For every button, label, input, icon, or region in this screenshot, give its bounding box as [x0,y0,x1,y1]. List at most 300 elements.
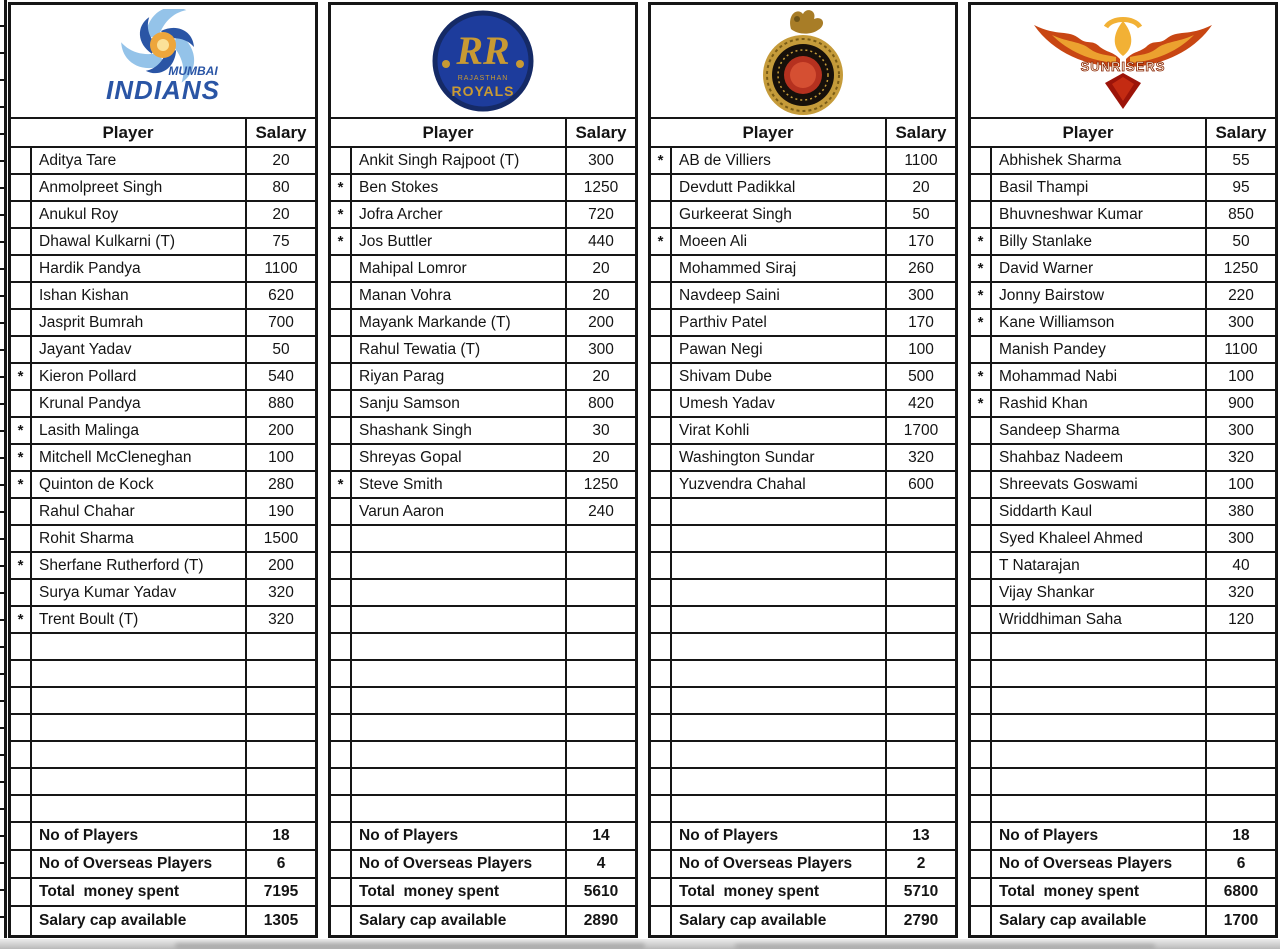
overseas-marker-cell [11,391,32,416]
empty-row [331,580,635,607]
overseas-marker-cell [11,202,32,227]
summary-label-cell: Salary cap available [352,907,567,935]
player-name-cell: Basil Thampi [992,175,1207,200]
overseas-marker-cell [11,499,32,524]
empty-row [971,715,1275,742]
player-salary-cell [567,580,635,605]
player-row [11,472,315,499]
empty-row [331,715,635,742]
player-salary-cell [887,796,955,821]
mi-logo-text-main: INDIANS [106,75,220,105]
overseas-marker-cell [971,202,992,227]
overseas-marker-cell: * [11,472,32,497]
player-name-cell: Riyan Parag [352,364,567,389]
overseas-marker-cell [651,715,672,740]
summary-label-cell: Total money spent [992,879,1207,905]
player-row [11,229,315,256]
overseas-marker-cell: * [11,418,32,443]
player-name-cell [992,715,1207,740]
player-name-cell: Hardik Pandya [32,256,247,281]
team-tables-container [8,2,1278,938]
player-row [11,148,315,175]
overseas-marker-cell [971,148,992,173]
overseas-marker-cell [651,418,672,443]
overseas-marker-cell [971,175,992,200]
player-salary-cell [247,769,315,794]
empty-row [11,634,315,661]
empty-row [971,769,1275,796]
table-header-row [971,119,1275,148]
summary-label-cell: No of Overseas Players [352,851,567,877]
player-name-cell [352,742,567,767]
summary-value-cell: 5610 [583,883,619,900]
overseas-marker-cell [11,310,32,335]
player-row [971,418,1275,445]
player-salary-cell: 1100 [264,259,298,277]
player-salary-cell: 320 [268,583,294,601]
summary-marker-cell [651,823,672,849]
rcb-crest-lion [790,10,823,34]
player-name-cell: Shreyas Gopal [352,445,567,470]
player-salary-cell [247,742,315,767]
cropped-bottom-artifact [735,944,1155,948]
player-name-cell: Jasprit Bumrah [32,310,247,335]
player-row [11,499,315,526]
summary-label-cell: Salary cap available [32,907,247,935]
player-row [11,202,315,229]
overseas-marker-cell [11,769,32,794]
player-row [11,418,315,445]
player-name-cell: Lasith Malinga [32,418,247,443]
player-row [11,391,315,418]
player-salary-cell: 120 [1228,610,1254,628]
player-salary-cell: 1250 [583,475,619,493]
player-salary-cell [1207,769,1275,794]
player-name-cell: Mohammed Siraj [672,256,887,281]
overseas-marker-cell [971,580,992,605]
summary-marker-cell [331,907,352,935]
empty-row [331,634,635,661]
player-row [331,445,635,472]
player-rows [971,148,1275,823]
logo-cell [331,5,635,119]
player-salary-cell [1207,715,1275,740]
overseas-marker-cell [651,526,672,551]
overseas-marker-cell [971,445,992,470]
player-name-cell: Jayant Yadav [32,337,247,362]
player-salary-cell [1207,634,1275,659]
player-name-cell: Ishan Kishan [32,283,247,308]
table-header-row [651,119,955,148]
player-salary-cell: 100 [908,340,934,358]
player-salary-cell: 170 [908,313,934,331]
summary-marker-cell [11,879,32,905]
empty-row [651,796,955,823]
player-row [971,337,1275,364]
summary-label-cell: No of Overseas Players [672,851,887,877]
player-row [971,310,1275,337]
player-salary-cell: 50 [1232,232,1250,250]
overseas-marker-cell [331,553,352,578]
overseas-marker-cell [651,175,672,200]
overseas-marker-cell [11,688,32,713]
player-row [651,283,955,310]
player-name-cell: Jofra Archer [352,202,567,227]
summary-label-cell: No of Overseas Players [992,851,1207,877]
player-salary-cell [887,607,955,632]
summary-value-cell: 5710 [903,883,939,900]
player-name-cell: Moeen Ali [672,229,887,254]
player-name-cell [352,688,567,713]
player-name-cell: Varun Aaron [352,499,567,524]
overseas-marker-cell: * [971,283,992,308]
player-row [651,391,955,418]
player-salary-cell [887,769,955,794]
player-name-cell: Sanju Samson [352,391,567,416]
player-salary-cell: 320 [1228,448,1254,466]
player-salary-cell: 1250 [583,178,619,196]
overseas-marker-cell: * [11,445,32,470]
player-name-cell: Ankit Singh Rajpoot (T) [352,148,567,173]
empty-row [11,796,315,823]
summary-row [971,879,1275,907]
player-salary-cell: 300 [588,151,614,169]
overseas-marker-cell [651,742,672,767]
player-row [11,256,315,283]
player-salary-cell [567,553,635,578]
summary-row [11,907,315,935]
player-name-cell [352,715,567,740]
player-name-cell: Jos Buttler [352,229,567,254]
player-name-cell: Bhuvneshwar Kumar [992,202,1207,227]
summary-label-cell: No of Overseas Players [32,851,247,877]
player-salary-cell [567,688,635,713]
empty-row [651,769,955,796]
player-salary-cell: 300 [1228,529,1254,547]
player-salary-cell: 380 [1228,502,1254,520]
summary-marker-cell [11,851,32,877]
summary-value-cell: 18 [272,827,290,844]
player-name-cell: Shivam Dube [672,364,887,389]
summary-value-cell: 2890 [583,912,619,929]
overseas-marker-cell [651,769,672,794]
player-name-cell: Sandeep Sharma [992,418,1207,443]
empty-row [651,742,955,769]
summary-label-cell: No of Players [672,823,887,849]
player-salary-cell: 100 [1228,367,1254,385]
player-salary-cell: 200 [268,421,294,439]
cropped-left-table-edge [0,0,7,938]
player-salary-cell [887,634,955,659]
player-name-cell: Abhishek Sharma [992,148,1207,173]
player-salary-cell: 300 [908,286,934,304]
overseas-marker-cell [971,742,992,767]
player-row [651,175,955,202]
overseas-marker-cell [651,391,672,416]
player-column-header: Player [331,119,567,146]
player-row [651,202,955,229]
player-name-cell: Syed Khaleel Ahmed [992,526,1207,551]
empty-row [11,661,315,688]
player-name-cell [352,553,567,578]
player-salary-cell: 220 [1228,286,1254,304]
player-row [971,580,1275,607]
player-salary-cell [247,796,315,821]
player-name-cell: Shahbaz Nadeem [992,445,1207,470]
player-row [651,148,955,175]
summary-label-cell: Total money spent [672,879,887,905]
player-name-cell [352,796,567,821]
player-name-cell [672,499,887,524]
player-name-cell [992,661,1207,686]
overseas-marker-cell [331,418,352,443]
overseas-marker-cell [651,580,672,605]
overseas-marker-cell: * [331,472,352,497]
overseas-marker-cell [11,283,32,308]
player-row [651,229,955,256]
overseas-marker-cell [331,283,352,308]
player-name-cell: Shashank Singh [352,418,567,443]
rr-monogram: RR [456,28,510,73]
player-name-cell: Dhawal Kulkarni (T) [32,229,247,254]
player-salary-cell: 20 [272,205,290,223]
player-name-cell: Anmolpreet Singh [32,175,247,200]
player-salary-cell [1207,742,1275,767]
player-name-cell: Rohit Sharma [32,526,247,551]
overseas-marker-cell [11,256,32,281]
player-name-cell [352,634,567,659]
player-name-cell: Vijay Shankar [992,580,1207,605]
overseas-marker-cell [971,661,992,686]
summary-label-cell: No of Players [992,823,1207,849]
summary-marker-cell [651,879,672,905]
player-row [971,607,1275,634]
overseas-marker-cell [331,391,352,416]
player-salary-cell: 200 [268,556,294,574]
player-salary-cell: 100 [268,448,294,466]
overseas-marker-cell [11,148,32,173]
player-salary-cell: 50 [272,340,290,358]
overseas-marker-cell [11,229,32,254]
overseas-marker-cell: * [331,202,352,227]
summary-rows [331,823,635,935]
overseas-marker-cell [331,364,352,389]
logo-cell [651,5,955,119]
player-name-cell: Mitchell McCleneghan [32,445,247,470]
player-name-cell: Sherfane Rutherford (T) [32,553,247,578]
player-salary-cell [567,607,635,632]
player-salary-cell [567,715,635,740]
team-table-rajasthan-royals [328,2,638,938]
player-row [331,310,635,337]
overseas-marker-cell [651,796,672,821]
player-salary-cell: 280 [268,475,294,493]
mi-sun-highlight [157,39,169,51]
player-name-cell [672,580,887,605]
player-salary-cell [887,553,955,578]
player-row [971,175,1275,202]
player-name-cell [32,634,247,659]
overseas-marker-cell [651,472,672,497]
overseas-marker-cell [331,148,352,173]
summary-value-cell: 7195 [263,883,299,900]
player-rows [331,148,635,823]
player-name-cell [352,607,567,632]
player-name-cell [992,634,1207,659]
summary-marker-cell [971,907,992,935]
player-row [11,580,315,607]
player-name-cell: Mahipal Lomror [352,256,567,281]
player-row [971,445,1275,472]
player-name-cell: Trent Boult (T) [32,607,247,632]
team-table-mumbai-indians [8,2,318,938]
empty-row [651,661,955,688]
player-row [11,310,315,337]
player-salary-cell [887,580,955,605]
overseas-marker-cell [331,796,352,821]
summary-rows [651,823,955,935]
player-name-cell: Rahul Tewatia (T) [352,337,567,362]
player-salary-cell: 20 [912,178,930,196]
summary-value-cell: 2790 [903,912,939,929]
player-row [651,337,955,364]
player-name-cell: Mohammad Nabi [992,364,1207,389]
player-salary-cell: 1700 [903,421,939,439]
player-row [651,472,955,499]
player-row [331,391,635,418]
overseas-marker-cell [971,337,992,362]
overseas-marker-cell [971,418,992,443]
empty-row [331,553,635,580]
player-name-cell: Ben Stokes [352,175,567,200]
overseas-marker-cell [331,580,352,605]
mumbai-indians-logo [63,9,263,113]
empty-row [331,526,635,553]
summary-marker-cell [11,823,32,849]
player-salary-cell: 500 [908,367,934,385]
player-row [971,229,1275,256]
player-salary-cell: 1100 [1224,340,1258,358]
overseas-marker-cell [331,661,352,686]
overseas-marker-cell [331,715,352,740]
summary-row [651,851,955,879]
player-column-header: Player [11,119,247,146]
player-name-cell: Shreevats Goswami [992,472,1207,497]
player-row [971,553,1275,580]
player-salary-cell: 540 [268,367,294,385]
table-header-row [331,119,635,148]
overseas-marker-cell [651,364,672,389]
player-salary-cell: 300 [1228,313,1254,331]
player-salary-cell: 95 [1232,178,1250,196]
rr-ornament-right [516,60,524,68]
player-name-cell [672,715,887,740]
overseas-marker-cell [971,769,992,794]
player-row [331,229,635,256]
empty-row [971,634,1275,661]
summary-row [11,851,315,879]
summary-row [651,823,955,851]
player-salary-cell [247,634,315,659]
summary-value-cell: 1305 [263,912,299,929]
srh-flame [1115,21,1132,56]
summary-row [331,823,635,851]
player-salary-cell: 30 [592,421,610,439]
player-name-cell [32,796,247,821]
table-header-row [11,119,315,148]
player-row [331,364,635,391]
empty-row [971,661,1275,688]
summary-value-cell: 18 [1232,827,1250,844]
overseas-marker-cell: * [11,607,32,632]
logo-cell [971,5,1275,119]
player-row [331,148,635,175]
srh-logo-text-main: SUNRISERS [1080,59,1166,74]
logo-cell [11,5,315,119]
player-name-cell [992,796,1207,821]
player-salary-cell: 1500 [263,529,299,547]
overseas-marker-cell [11,661,32,686]
player-salary-cell: 20 [592,286,610,304]
player-salary-cell: 1250 [1223,259,1259,277]
player-salary-cell: 20 [592,448,610,466]
player-salary-cell: 420 [908,394,934,412]
summary-value-cell: 6800 [1223,883,1259,900]
player-salary-cell [247,661,315,686]
overseas-marker-cell [971,526,992,551]
overseas-marker-cell [331,337,352,362]
player-name-cell [672,742,887,767]
player-salary-cell: 720 [588,205,614,223]
player-row [331,337,635,364]
player-salary-cell [567,526,635,551]
overseas-marker-cell [651,553,672,578]
player-salary-cell [887,499,955,524]
overseas-marker-cell [331,445,352,470]
overseas-marker-cell [651,445,672,470]
player-salary-cell: 20 [272,151,290,169]
player-salary-cell: 620 [268,286,294,304]
player-salary-cell: 200 [588,313,614,331]
rcb-crest-detail [794,16,800,22]
player-salary-cell: 260 [908,259,934,277]
player-name-cell [32,769,247,794]
overseas-marker-cell [651,634,672,659]
player-row [651,310,955,337]
player-row [11,526,315,553]
overseas-marker-cell: * [651,229,672,254]
player-salary-cell [247,715,315,740]
summary-marker-cell [971,823,992,849]
empty-row [331,661,635,688]
empty-row [11,742,315,769]
overseas-marker-cell: * [331,175,352,200]
overseas-marker-cell [651,337,672,362]
empty-row [651,634,955,661]
player-row [971,391,1275,418]
player-row [651,418,955,445]
player-row [651,256,955,283]
overseas-marker-cell [651,310,672,335]
overseas-marker-cell [651,283,672,308]
player-row [331,499,635,526]
player-row [331,418,635,445]
player-name-cell [352,526,567,551]
empty-row [11,769,315,796]
player-row [11,364,315,391]
empty-row [331,607,635,634]
rr-ornament-left [442,60,450,68]
